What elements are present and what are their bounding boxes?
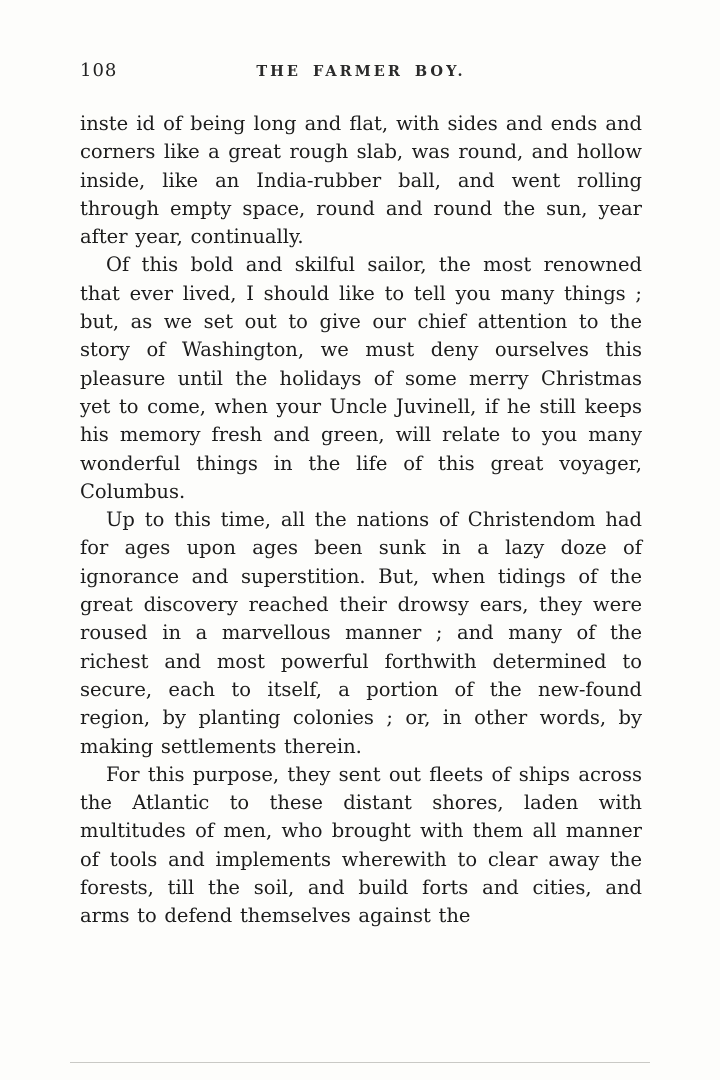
paragraph: inste id of being long and flat, with sides and ends and corners like a great rough slab, was round, and hollow inside, like an India-rubber ball, and went rolling through empty space, round and round the sun, year after year, continually.: [80, 112, 642, 249]
page-body: [80, 110, 642, 931]
paragraph: For this purpose, they sent out fleets of ships across the Atlantic to these distant shores, laden with multitudes of men, who brought with them all manner of tools and implements wherewith to clear away the forests, till the soil, and build forts and cities, and arms to defend themselves against the: [80, 762, 642, 928]
paragraph: Of this bold and skilful sailor, the most renowned that ever lived, I should like to tell you many things ; but, as we set out to give our chief attention to the story of Washington, we must deny ourselves this pleasure until the holidays of some merry Christmas yet to come, when your Uncle Juvinell, if he still keeps his memory fresh and green, will relate to you many wonderful things in the life of this great voyager, Columbus.: [80, 253, 642, 503]
paragraph: Up to this time, all the nations of Christendom had for ages upon ages been sunk in a lazy doze of ignorance and superstition. But, when tidings of the great discovery reached their drowsy ears, they were roused in a marvellous manner ; and many of the richest and most powerful forthwith determined to secure, each to itself, a portion of the new-found region, by planting colonies ; or, in other words, by making settlements therein.: [80, 508, 642, 758]
running-title: THE FARMER BOY.: [256, 63, 466, 80]
page-header: [80, 60, 642, 86]
page-number: 108: [80, 60, 118, 81]
scan-artifact-line: [70, 1062, 650, 1063]
